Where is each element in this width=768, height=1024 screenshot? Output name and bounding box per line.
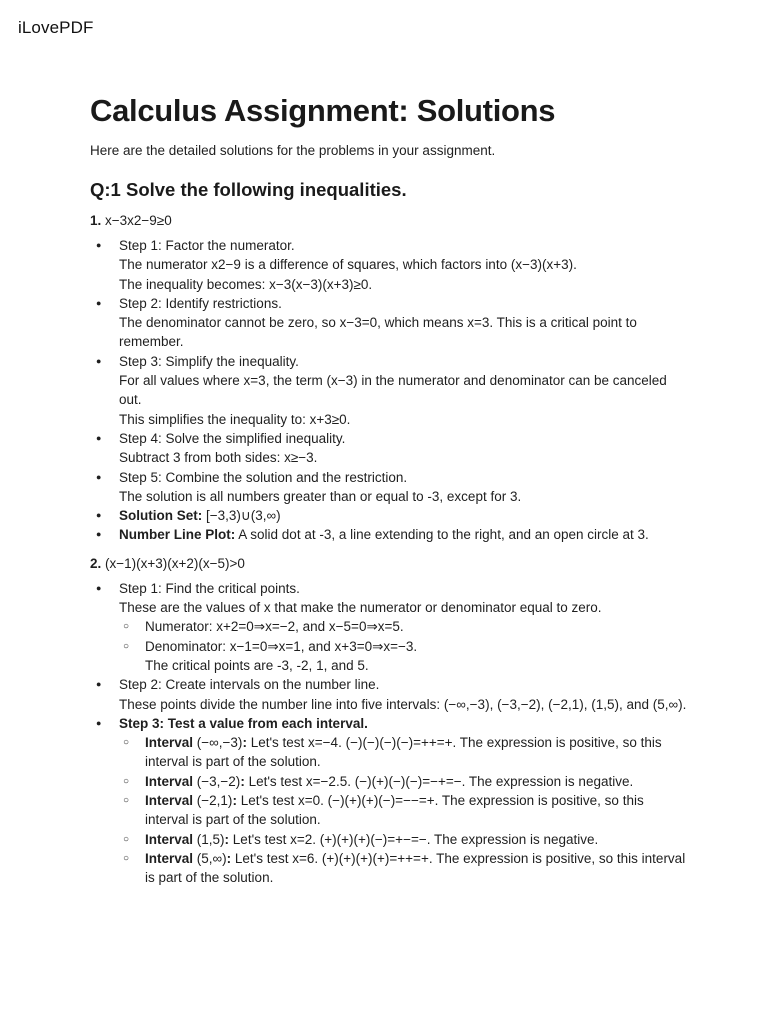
step-item [90,579,690,675]
number-line-plot-label: Number Line Plot: [119,527,236,543]
problem-2-expression: (x−1)(x+3)(x+2)(x−5)>0 [101,555,245,571]
step-item [90,429,690,468]
step-item [90,675,690,714]
intro-paragraph: Here are the detailed solutions for the problems in your assignment. [90,143,496,158]
interval-range: (−2,1) [193,793,233,809]
step-title: ● Step 1: Factor the numerator. [119,238,295,253]
interval-colon: : [224,831,230,847]
step-item [90,714,690,888]
interval-item [119,791,690,830]
step-title: ● Step 4: Solve the simplified inequality. [119,430,346,446]
sub-item-text: The critical points are -3, -2, 1, and 5. [145,657,369,673]
interval-colon: : [242,735,247,751]
interval-label: Interval [145,793,194,809]
step-item [90,468,690,507]
problem-2-steps [90,579,690,888]
interval-label: Interval [145,735,194,751]
interval-range: (5,∞) [193,850,227,866]
problem-1-statement [90,211,690,230]
solution-set-item [90,506,690,525]
step-title: ● Step 3: Test a value from each interval. [119,715,368,731]
sub-item: ○ Numerator: x+2=0⇒x=−2, and x−5=0⇒x=5. [119,617,690,636]
interval-label: Interval [145,773,194,789]
solution-set-label: Solution Set: [119,508,203,524]
problem-1-steps [90,236,690,545]
interval-range: (−∞,−3) [193,735,243,751]
brand-logo-text: iLovePDF [18,18,94,37]
step-text: Subtract 3 from both sides: x≥−3. [119,450,318,466]
interval-text: Let's test x=2. (+)(+)(+)(−)=+−=−. The expression is negative. [229,831,599,847]
solution-set-value: [−3,3)∪(3,∞) [202,508,281,524]
problem-2-number: 2. [90,555,102,571]
problem-2-statement [90,554,690,573]
interval-label: Interval [145,850,194,866]
interval-range: (1,5) [193,831,225,847]
interval-text: Let's test x=0. (−)(+)(+)(−)=−−=+. The expression is positive, so this interval is part of the solution. [145,793,644,828]
interval-test-list [119,733,690,887]
step-title: ● Step 1: Find the critical points. [119,580,300,596]
interval-colon: : [226,850,232,866]
interval-item [119,830,690,849]
interval-label: Interval [145,831,194,847]
step-item [90,294,690,352]
number-line-plot-value: A solid dot at -3, a line extending to the right, and an open circle at 3. [235,527,649,543]
step-text: This simplifies the inequality to: x+3≥0. [119,411,351,427]
step-text: The solution is all numbers greater than or equal to -3, except for 3. [119,488,522,504]
step-title: ● Step 5: Combine the solution and the restriction. [119,469,408,485]
step-text: The numerator x2−9 is a difference of squares, which factors into (x−3)(x+3). [119,257,577,273]
step-text: These points divide the number line into five intervals: (−∞,−3), (−3,−2), (−2,1), (1,5), and (5,∞). [119,696,687,712]
page-title: Calculus Assignment: Solutions [90,93,556,128]
interval-text: Let's test x=−4. (−)(−)(−)(−)=++=+. The expression is positive, so this interval is part of the solution. [145,735,662,770]
step-item [90,352,690,429]
step-title: ● Step 2: Identify restrictions. [119,295,282,311]
step-text: For all values where x=3, the term (x−3) in the numerator and denominator can be canceled out. [119,373,667,408]
sub-item-text: ○ Denominator: x−1=0⇒x=1, and x+3=0⇒x=−3. [145,638,418,654]
interval-text: Let's test x=−2.5. (−)(+)(−)(−)=−+=−. The expression is negative. [244,773,634,789]
interval-item [119,849,690,888]
interval-range: (−3,−2) [193,773,241,789]
interval-text: Let's test x=6. (+)(+)(+)(+)=++=+. The expression is positive, so this interval is part of the solution. [145,850,686,886]
interval-colon: : [240,773,245,789]
question-1-heading: Q:1 Solve the following inequalities. [90,179,407,200]
number-line-plot-item [90,525,690,544]
interval-item [119,772,690,791]
step-text: The denominator cannot be zero, so x−3=0, which means x=3. This is a critical point to remember. [119,315,637,350]
step-title: ● Step 3: Simplify the inequality. [119,353,299,369]
interval-item [119,733,690,772]
step-item [90,236,690,294]
step-text: The inequality becomes: x−3(x−3)(x+3)≥0. [119,276,373,292]
interval-colon: : [232,793,237,809]
sub-item [119,637,690,676]
problem-1-number: 1. [90,213,102,228]
step-text: These are the values of x that make the numerator or denominator equal to zero. [119,600,602,616]
problem-1-expression: x−3x2−9≥0 [101,213,172,228]
critical-points-list [119,617,690,675]
document-page [90,92,690,888]
step-title: ● Step 2: Create intervals on the number line. [119,677,380,693]
